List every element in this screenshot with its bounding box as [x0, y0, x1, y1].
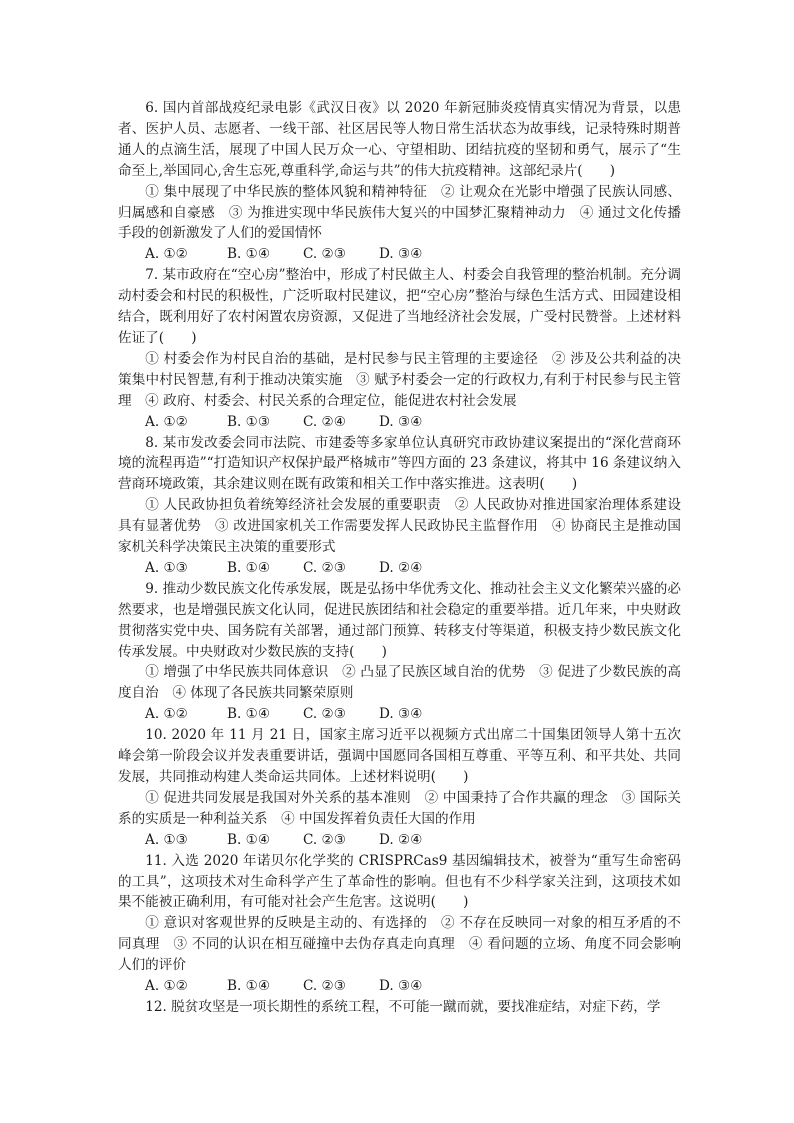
option-a: A. ①③: [145, 831, 188, 848]
option-b: B. ①③: [227, 413, 271, 430]
question-7: [118, 265, 681, 432]
option-b: B. ①④: [227, 559, 271, 576]
option-a: A. ①②: [145, 413, 188, 430]
option-c: C. ②③: [303, 706, 346, 723]
option-d: D. ②④: [379, 559, 423, 576]
question-statements: ① 增强了中华民族共同体意识 ② 凸显了民族区域自治的优势 ③ 促进了少数民族的高度自治 ④ 体现了各民族共同繁荣原则: [118, 664, 681, 702]
answer-options: [118, 412, 681, 433]
option-a: A. ①②: [145, 246, 188, 263]
option-b: B. ①④: [227, 706, 271, 723]
option-c: C. ②③: [303, 831, 346, 848]
option-a: A. ①②: [145, 706, 188, 723]
question-10: [118, 725, 681, 850]
option-d: D. ③④: [379, 413, 423, 430]
question-stem: 6. 国内首部战疫纪录电影《武汉日夜》以 2020 年新冠肺炎疫情真实情况为背景，以患者、医护人员、志愿者、一线干部、社区居民等人物日常生活状态为故事线，记录特殊时期普通人的点滴生活，展现了中国人民万众一心、守望相助、团结抗疫的坚韧和勇气，展示了“生命至上,举国同心,舍生忘死,尊重科学,命运与共”的伟大抗疫精神。这部纪录片( ): [118, 100, 681, 179]
option-b: B. ①④: [227, 978, 271, 995]
option-c: C. ②③: [303, 559, 346, 576]
question-stem: 12. 脱贫攻坚是一项长期性的系统工程，不可能一蹴而就，要找准症结，对症下药，学: [145, 998, 661, 1015]
question-8: [118, 433, 681, 579]
question-page: [118, 98, 681, 1018]
question-6: [118, 98, 681, 265]
answer-options: [118, 704, 681, 725]
question-9: [118, 579, 681, 725]
answer-options: [118, 976, 681, 997]
option-c: C. ②④: [303, 413, 346, 430]
question-statements: ① 集中展现了中华民族的整体风貌和精神特征 ② 让观众在光影中增强了民族认同感、归属感和自豪感 ③ 为推进实现中华民族伟大复兴的中国梦汇聚精神动力 ④ 通过文化传播手段的创新激发了人们的爱国情怀: [118, 183, 681, 242]
question-11: [118, 851, 681, 997]
question-statements: ① 促进共同发展是我国对外关系的基本准则 ② 中国秉持了合作共赢的理念 ③ 国际关系的实质是一种利益关系 ④ 中国发挥着负责任大国的作用: [118, 789, 681, 827]
question-stem: 8. 某市发改委会同市法院、市建委等多家单位认真研究市政协建议案提出的“深化营商环境的流程再造”“打造知识产权保护最严格城市”等四方面的 23 条建议，将其中 16 条建议纳入营商环境政策，其余建议则在既有政策和相关工作中落实推进。这表明( ): [118, 434, 681, 493]
option-d: D. ③④: [379, 246, 423, 263]
question-statements: ① 意识对客观世界的反映是主动的、有选择的 ② 不存在反映同一对象的相互矛盾的不同真理 ③ 不同的认识在相互碰撞中去伪存真走向真理 ④ 看问题的立场、角度不同会影响人们的评价: [118, 915, 681, 974]
option-d: D. ③④: [379, 706, 423, 723]
answer-options: [118, 558, 681, 579]
option-c: C. ②③: [303, 978, 346, 995]
option-c: C. ②③: [303, 246, 346, 263]
question-stem: 7. 某市政府在“空心房”整治中，形成了村民做主人、村委会自我管理的整治机制。充分调动村委会和村民的积极性，广泛听取村民建议，把“空心房”整治与绿色生活方式、田园建设相结合，既利用好了农村闲置农房资源，又促进了当地经济社会发展，广受村民赞誉。上述材料佐证了( ): [118, 267, 681, 346]
question-statements: ① 村委会作为村民自治的基础，是村民参与民主管理的主要途径 ② 涉及公共利益的决策集中村民智慧,有利于推动决策实施 ③ 赋予村委会一定的行政权力,有利于村民参与民主管理 ④ 政府、村委会、村民关系的合理定位，能促进农村社会发展: [118, 350, 681, 409]
option-b: B. ①④: [227, 246, 271, 263]
option-d: D. ②④: [379, 831, 423, 848]
option-b: B. ①④: [227, 831, 271, 848]
answer-options: [118, 244, 681, 265]
question-statements: ① 人民政协担负着统筹经济社会发展的重要职责 ② 人民政协对推进国家治理体系建设具有显著优势 ③ 改进国家机关工作需要发挥人民政协民主监督作用 ④ 协商民主是推动国家机关科学决策民主决策的重要形式: [118, 497, 681, 556]
question-stem: 10. 2020 年 11 月 21 日，国家主席习近平以视频方式出席二十国集团领导人第十五次峰会第一阶段会议并发表重要讲话，强调中国愿同各国相互尊重、平等互利、和平共处、共同发展，共同推动构建人类命运共同体。上述材料说明( ): [118, 727, 681, 785]
option-d: D. ③④: [379, 978, 423, 995]
question-12: [118, 997, 681, 1018]
answer-options: [118, 830, 681, 851]
option-a: A. ①②: [145, 978, 188, 995]
question-stem: 9. 推动少数民族文化传承发展，既是弘扬中华优秀文化、推动社会主义文化繁荣兴盛的必然要求，也是增强民族文化认同，促进民族团结和社会稳定的重要举措。近几年来，中央财政贯彻落实党中央、国务院有关部署，通过部门预算、转移支付等渠道，积极支持少数民族文化传承发展。中央财政对少数民族的支持( ): [118, 580, 681, 660]
option-a: A. ①③: [145, 559, 188, 576]
question-stem: 11. 入选 2020 年诺贝尔化学奖的 CRISPRCas9 基因编辑技术，被誉为“重写生命密码的工具”，这项技术对生命科学产生了革命性的影响。但也有不少科学家关注到，这项技术如果不能被正确利用，有可能对社会产生危害。这说明( ): [118, 852, 681, 911]
